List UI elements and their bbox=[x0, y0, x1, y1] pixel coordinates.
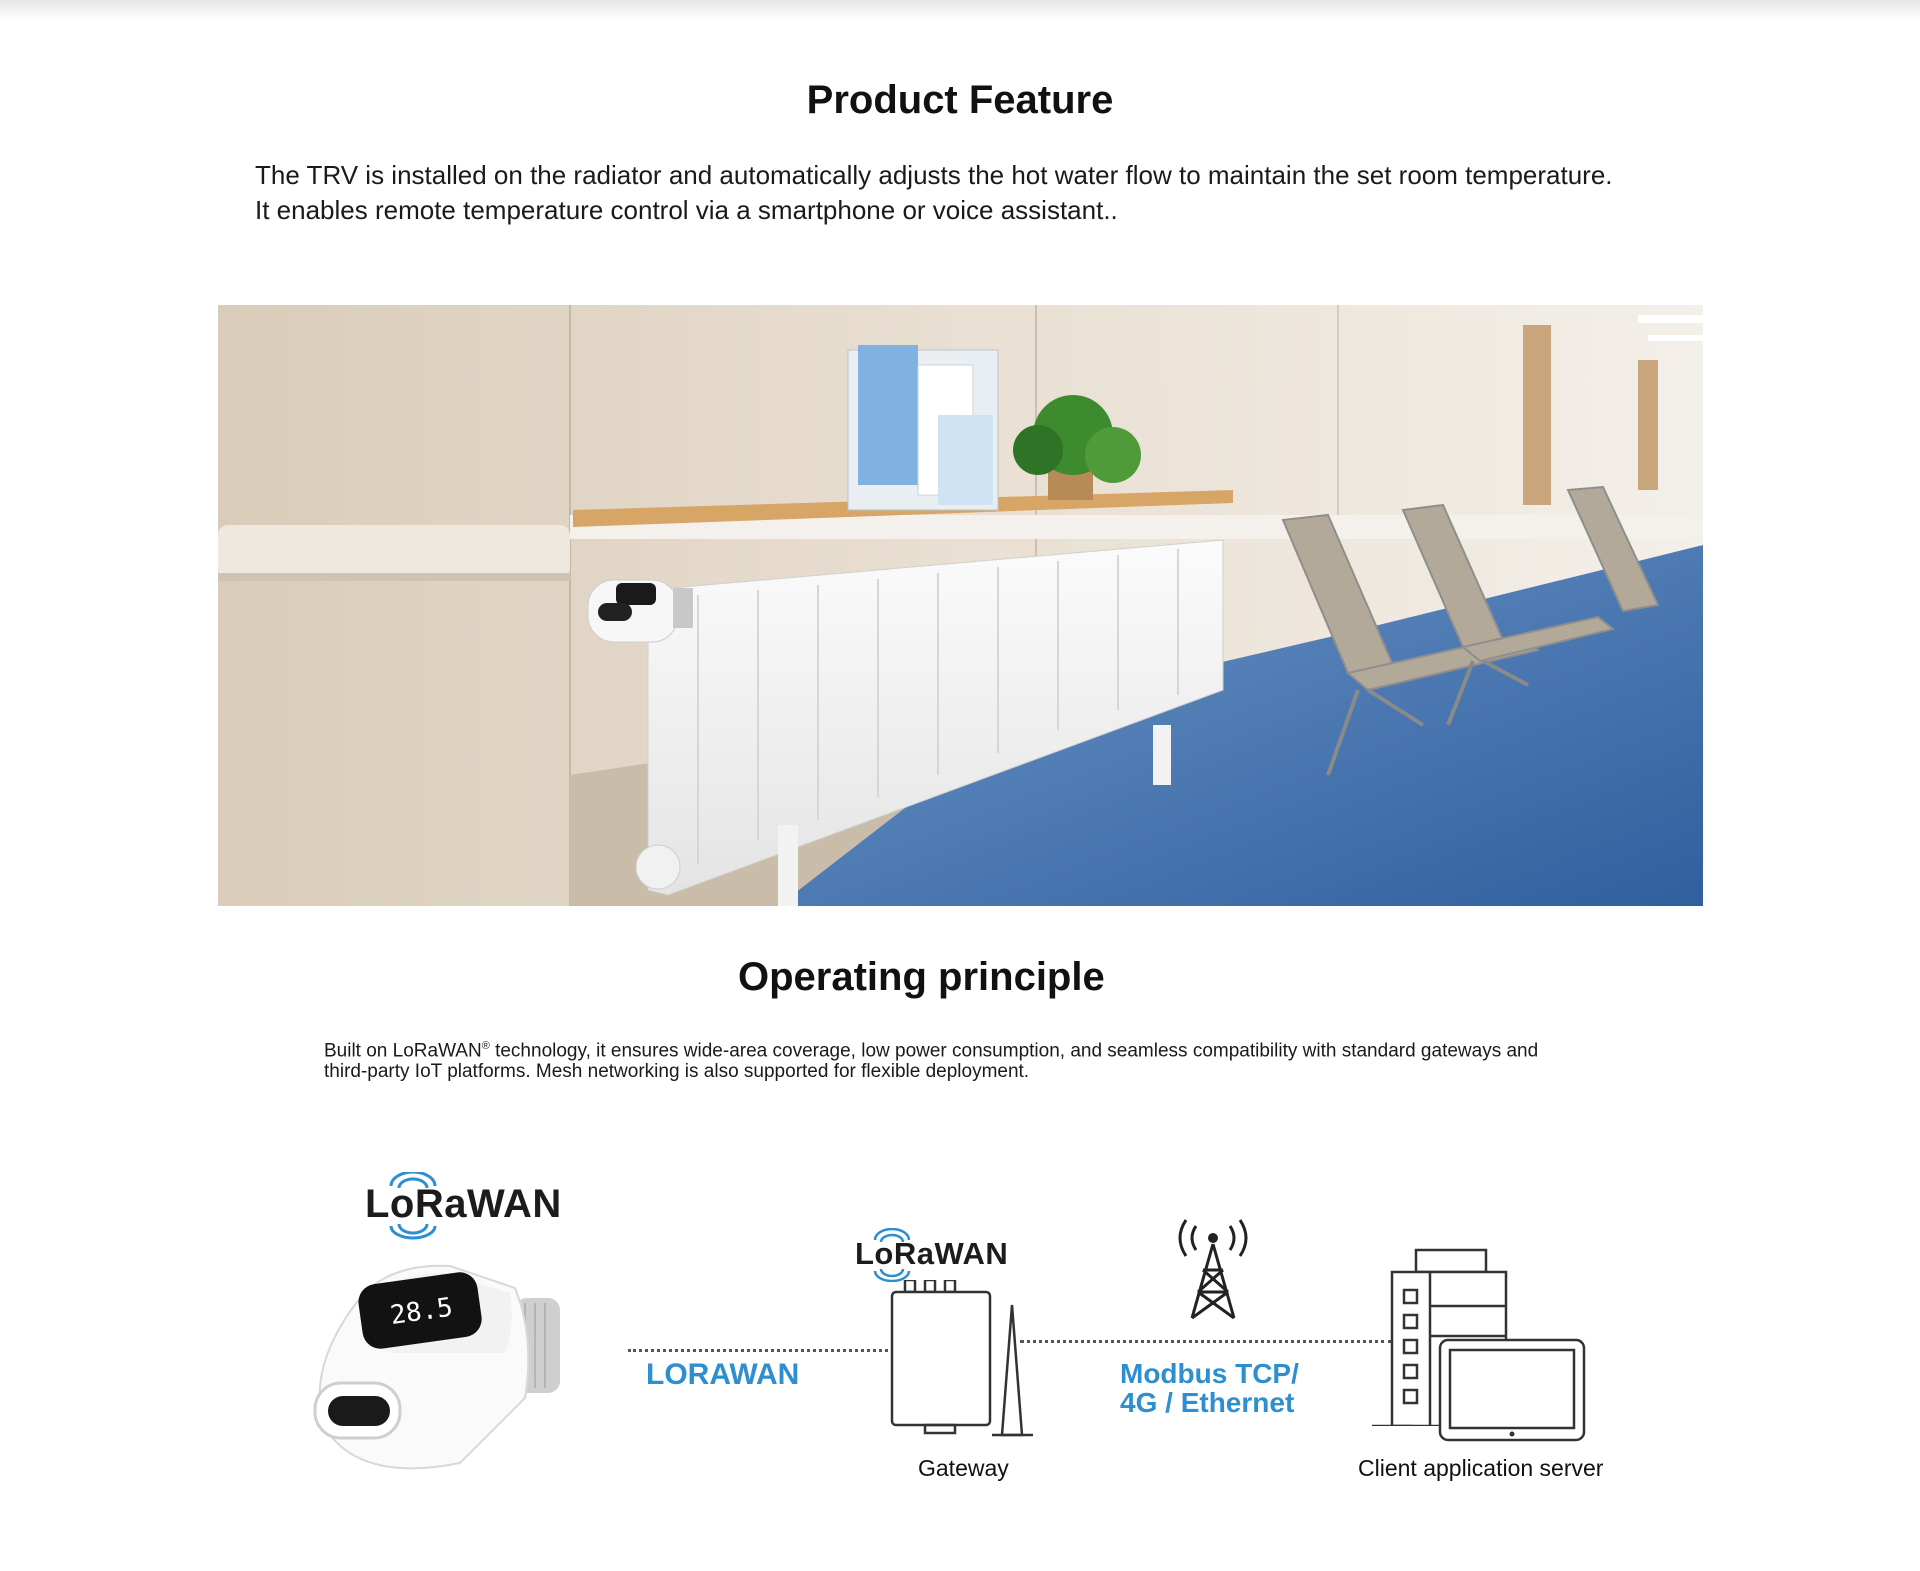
link-lorawan-label: LORAWAN bbox=[646, 1358, 800, 1391]
lorawan-logo-icon bbox=[365, 1172, 565, 1234]
header-shadow bbox=[0, 0, 1920, 20]
monitor-drawing bbox=[1438, 1338, 1586, 1442]
registered-mark: ® bbox=[481, 1040, 490, 1052]
signal-arcs-lower-icon bbox=[383, 1222, 443, 1240]
op-desc-line-2: third-party IoT platforms. Mesh networking is also supported for flexible deployment. bbox=[324, 1061, 1030, 1083]
op-desc-rest: technology, it ensures wide-area coverage, low power consumption, and seamless compatibility with standard gateways and bbox=[489, 1040, 1539, 1062]
op-desc-start: Built on LoRaWAN bbox=[324, 1040, 482, 1062]
server-caption: Client application server bbox=[1358, 1455, 1604, 1481]
feature-line-2: It enables remote temperature control via a smartphone or voice assistant.. bbox=[255, 195, 1118, 225]
link-modbus-label-line2: 4G / Ethernet bbox=[1120, 1387, 1295, 1418]
product-feature-description bbox=[255, 158, 1755, 228]
hallway-radiator-photo bbox=[218, 305, 1703, 906]
trv-display-value: 28.5 bbox=[388, 1292, 455, 1332]
section-title-product-feature: Product Feature bbox=[806, 78, 1114, 122]
gateway-drawing bbox=[885, 1280, 1035, 1443]
link-modbus-dotted-line bbox=[1020, 1340, 1392, 1343]
monitor-icon bbox=[1438, 1338, 1586, 1442]
section-title-operating-principle: Operating principle bbox=[738, 955, 1105, 999]
gateway-lorawan-logo-icon bbox=[855, 1228, 1015, 1280]
link-lorawan-dotted-line bbox=[628, 1349, 888, 1352]
gateway-lorawan-logo-text: LoRaWAN bbox=[855, 1236, 1009, 1271]
op-desc-line-1 bbox=[324, 1036, 1624, 1061]
operating-principle-description bbox=[324, 1036, 1624, 1082]
hallway-illustration bbox=[218, 305, 1703, 906]
cell-tower-drawing bbox=[1172, 1218, 1254, 1320]
feature-line-1: The TRV is installed on the radiator and automatically adjusts the hot water flow to maintain the set room temperature. bbox=[255, 160, 1613, 190]
link-modbus-label-line1: Modbus TCP/ bbox=[1120, 1358, 1299, 1389]
trv-device-drawing bbox=[300, 1258, 570, 1483]
gateway-icon bbox=[885, 1280, 1035, 1443]
trv-device-icon bbox=[300, 1258, 570, 1483]
cell-tower-icon bbox=[1172, 1218, 1254, 1320]
gateway-caption: Gateway bbox=[918, 1455, 1009, 1481]
lorawan-logo-text: LoRaWAN bbox=[365, 1182, 562, 1226]
